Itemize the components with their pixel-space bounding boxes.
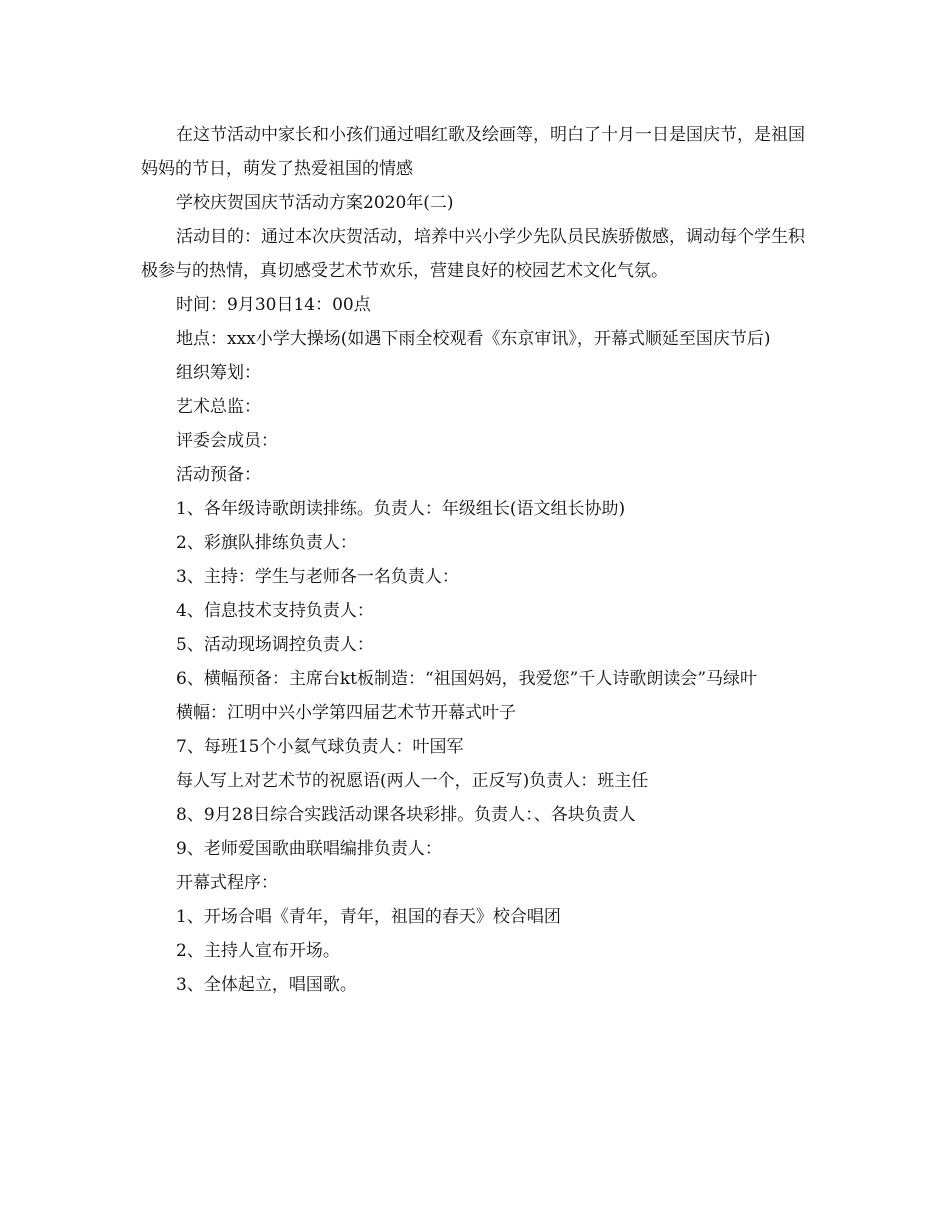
list-item-prep-4: 4、信息技术支持负责人：: [176, 601, 374, 621]
list-item-prep-2: 2、彩旗队排练负责人：: [176, 533, 357, 553]
list-item-program-2: 2、主持人宣布开场。: [176, 941, 340, 961]
list-item-prep-8: 8、9月28日综合实践活动课各块彩排。负责人：、各块负责人: [176, 805, 636, 825]
paragraph-wishes: 每人写上对艺术节的祝愿语(两人一个，正反写)负责人：班主任: [176, 771, 649, 791]
paragraph-organizer: 组织筹划：: [176, 363, 261, 383]
paragraph-preparation-heading: 活动预备：: [176, 465, 261, 485]
paragraph-location: 地点：xxx小学大操场(如遇下雨全校观看《东京审讯》，开幕式顺延至国庆节后): [176, 329, 771, 349]
list-item-prep-3: 3、主持：学生与老师各一名负责人：: [176, 567, 459, 587]
list-item-program-3: 3、全体起立，唱国歌。: [176, 975, 357, 995]
list-item-prep-9: 9、老师爱国歌曲联唱编排负责人：: [176, 839, 442, 859]
paragraph-intro-summary: 在这节活动中家长和小孩们通过唱红歌及绘画等，明白了十月一日是国庆节，是祖国妈妈的节日，萌发了热爱祖国的情感: [141, 125, 805, 179]
list-item-program-1: 1、开场合唱《青年，青年，祖国的春天》校合唱团: [176, 907, 561, 927]
paragraph-activity-purpose: 活动目的：通过本次庆贺活动，培养中兴小学少先队员民族骄傲感，调动每个学生积极参与的热情，真切感受艺术节欢乐，营建良好的校园艺术文化气氛。: [141, 227, 805, 281]
list-item-prep-1: 1、各年级诗歌朗读排练。负责人：年级组长(语文组长协助): [176, 499, 626, 519]
paragraph-opening-program-heading: 开幕式程序：: [176, 873, 278, 893]
paragraph-plan-title: 学校庆贺国庆节活动方案2020年(二): [176, 193, 454, 213]
list-item-prep-7: 7、每班15个小氦气球负责人：叶国军: [176, 737, 464, 757]
list-item-prep-6: 6、横幅预备：主席台kt板制造：“祖国妈妈，我爱您”千人诗歌朗读会”马绿叶: [176, 669, 758, 689]
document-body: [141, 118, 813, 1002]
paragraph-banner: 横幅：江明中兴小学第四届艺术节开幕式叶子: [176, 703, 516, 723]
paragraph-time: 时间：9月30日14：00点: [176, 295, 371, 315]
paragraph-art-director: 艺术总监：: [176, 397, 261, 417]
paragraph-judges: 评委会成员：: [176, 431, 278, 451]
list-item-prep-5: 5、活动现场调控负责人：: [176, 635, 374, 655]
